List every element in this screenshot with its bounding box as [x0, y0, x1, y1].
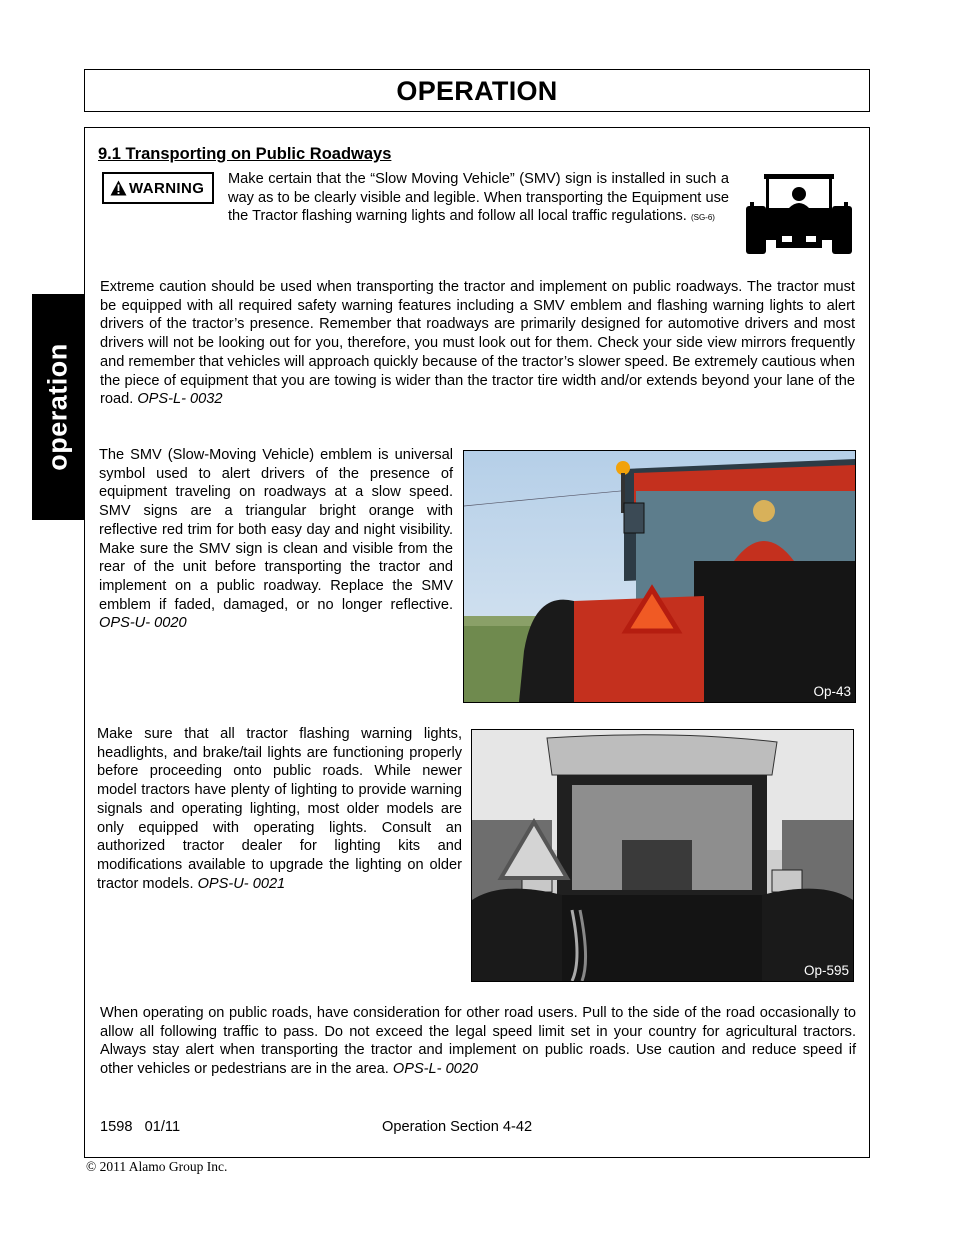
footer-section: Operation Section 4-42 [382, 1119, 533, 1135]
paragraph-text: Extreme caution should be used when transporting the tractor and implement on public roadways. The tractor must be equipped with all required safety warning features including a SMV emblem and flashing warning lights to alert drivers of the tractor’s presence. Remember that roadways are primarily designed for automotive drivers and most drivers will not be looking out for you, therefore, you must look out for them. Check your side view mirrors frequently and remember that vehicles will approach quickly because of the tractor’s slower speed. Be extremely cautious when the piece of equipment that you are towing is wider than the tractor tire width and/or extends beyond your lane of the road. [100, 279, 855, 408]
paragraph-code: OPS-L- 0032 [137, 391, 223, 408]
warning-text: Make certain that the “Slow Moving Vehicle” (SMV) sign is installed in such a way as to be clearly visible and legible. When transporting the Equipment use the Tractor flashing warning lights and follow all local traffic regulations. [228, 171, 729, 225]
photo-tractor-rear [471, 729, 854, 982]
photo-label: Op-43 [813, 684, 851, 699]
paragraph-code: OPS-L- 0020 [392, 1061, 479, 1078]
side-tab-label: operation [42, 343, 73, 471]
tractor-smv-photo-image [464, 451, 855, 702]
warning-triangle-icon [110, 180, 127, 196]
page-title: OPERATION [396, 76, 558, 106]
paragraph-code: OPS-U- 0021 [197, 875, 286, 892]
warning-code: (SG-6) [690, 213, 715, 223]
photo-label: Op-595 [803, 963, 849, 978]
warning-badge [102, 172, 214, 204]
paragraph-lights-check [97, 725, 462, 893]
footer-doc-number: 1598 01/11 [100, 1119, 181, 1135]
paragraph-text: When operating on public roads, have consideration for other road users. Pull to the side of the road occasionally to allow all following traffic to pass. Do not exceed the legal speed limit set in your country for agricultural tractors. Always stay alert when transporting the tractor and implement on public roads. Use caution and reduce speed if other vehicles or pedestrians are in the area. [100, 1005, 856, 1078]
photo-tractor-smv [463, 450, 856, 703]
paragraph-code: OPS-U- 0020 [99, 615, 187, 632]
paragraph-smv-emblem [99, 446, 453, 633]
tractor-rear-smv-icon [746, 172, 852, 256]
section-heading: 9.1 Transporting on Public Roadways [98, 145, 392, 163]
side-section-tab [32, 294, 84, 520]
warning-label: WARNING [129, 180, 205, 197]
page-header [84, 69, 870, 112]
paragraph-text: Make sure that all tractor flashing warning lights, headlights, and brake/tail lights are functioning properly before proceeding onto public roads. While newer model tractors have plenty of lighting to provide warning signals and operating lighting, most older models are only equipped with operating lights. Consult an authorized tractor dealer for lighting kits and modifications available to upgrade the lighting on older tractor models. [97, 726, 462, 892]
tractor-rear-photo-image [472, 730, 853, 981]
paragraph-transport-caution [100, 278, 855, 409]
paragraph-text: The SMV (Slow-Moving Vehicle) emblem is universal symbol used to alert drivers of the presence of equipment traveling on roadways at a slow speed. SMV signs are a triangular bright orange with reflective red trim for both easy day and night visibility. Make sure the SMV sign is clean and visible from the rear of the unit before transporting the tractor and implement on a public roadway. Replace the SMV emblem if faded, damaged, or no longer reflective. [99, 447, 453, 613]
copyright: © 2011 Alamo Group Inc. [86, 1159, 228, 1174]
warning-message [228, 170, 729, 228]
paragraph-road-consideration [100, 1004, 856, 1079]
